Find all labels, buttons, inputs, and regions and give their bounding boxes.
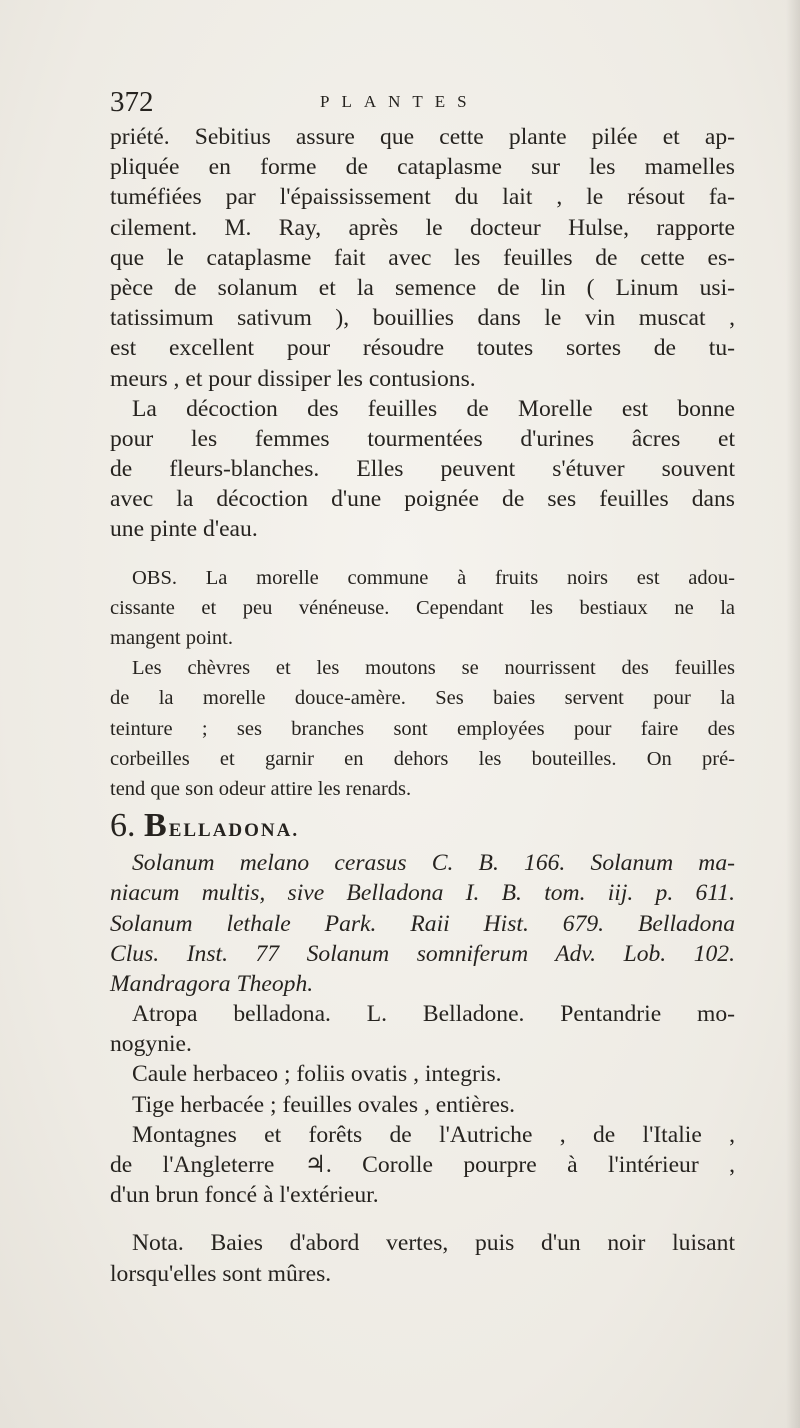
text-line: meurs , et pour dissiper les contusions. [110,365,476,392]
description-line: Montagnes et forêts de l'Autriche , de l'Italie , [132,1121,735,1148]
text-line: pèce de solanum et la semence de lin ( Linum usi- [110,274,735,301]
text-line: pliquée en forme de cataplasme sur les mamelles [110,154,735,181]
text-line: cissante et peu vénéneuse. Cependant les bestiaux ne la [110,596,735,619]
description-line: lorsqu'elles sont mûres. [110,1260,332,1287]
section-number: 6. [110,807,136,845]
text-line: Les chèvres et les moutons se nourrissent des feuilles [132,657,735,680]
synonym-line: Solanum melano cerasus C. B. 166. Solanum ma- [132,850,735,877]
page-number: 372 [110,86,154,118]
text-line: tatissimum sativum ), bouillies dans le vin muscat , [110,305,735,332]
synonyms-block [110,848,735,999]
synonym-line: Mandragora Theoph. [110,970,314,997]
text-line: teinture ; ses branches sont employées pour faire des [110,717,735,740]
description-line: Tige herbacée ; feuilles ovales , entières. [132,1091,516,1118]
page-edge-shadow [786,0,800,1428]
text-line: tend que son odeur attire les renards. [110,777,412,800]
text-spacer [110,545,735,563]
text-line: OBS. La morelle commune à fruits noirs est adou- [132,566,735,589]
text-line: tuméfiées par l'épaississement du lait , le résout fa- [110,184,735,211]
text-line: que le cataplasme fait avec les feuilles de cette es- [110,244,735,271]
text-line: priété. Sebitius assure que cette plante pilée et ap- [110,124,735,150]
description-line: Caule herbaceo ; foliis ovatis , integris. [132,1061,502,1088]
section-title [144,807,300,845]
text-line: La décoction des feuilles de Morelle est bonne [132,395,735,422]
page-header [110,84,730,124]
text-line: de fleurs-blanches. Elles peuvent s'étuver souvent [110,456,735,483]
description-line: d'un brun foncé à l'extérieur. [110,1182,379,1209]
description-line: Nota. Baies d'abord vertes, puis d'un noir luisant [132,1230,735,1257]
text-line: de la morelle douce-amère. Ses baies servent pour la [110,687,735,710]
text-line: mangent point. [110,627,233,649]
text-line: est excellent pour résoudre toutes sortes de tu- [110,335,735,362]
synonym-line: Clus. Inst. 77 Solanum somniferum Adv. Lob. 102. [110,940,735,967]
section-title-initial: B [144,807,169,845]
section-heading [110,804,735,848]
body-text [110,122,735,1289]
section-title-rest: ELLADONA. [168,820,300,842]
description-line: de l'Angleterre ♃. Corolle pourpre à l'intérieur , [110,1152,735,1178]
text-line: pour les femmes tourmentées d'urines âcres et [110,425,735,452]
description-block [110,999,735,1289]
description-line: nogynie. [110,1031,192,1058]
text-line: cilement. M. Ray, après le docteur Hulse, rapporte [110,214,735,241]
description-spacer [110,1210,735,1228]
synonym-line: Solanum lethale Park. Raii Hist. 679. Belladona [110,910,735,937]
description-line: Atropa belladona. L. Belladone. Pentandrie mo- [132,1001,735,1028]
running-head: PLANTES [320,92,479,111]
text-line: une pinte d'eau. [110,516,258,543]
paragraphs-morelle [110,122,735,804]
synonym-line: niacum multis, sive Belladona I. B. tom. iij. p. 611. [110,880,735,907]
text-line: corbeilles et garnir en dehors les bouteilles. On pré- [110,747,735,770]
text-line: avec la décoction d'une poignée de ses feuilles dans [110,486,735,513]
